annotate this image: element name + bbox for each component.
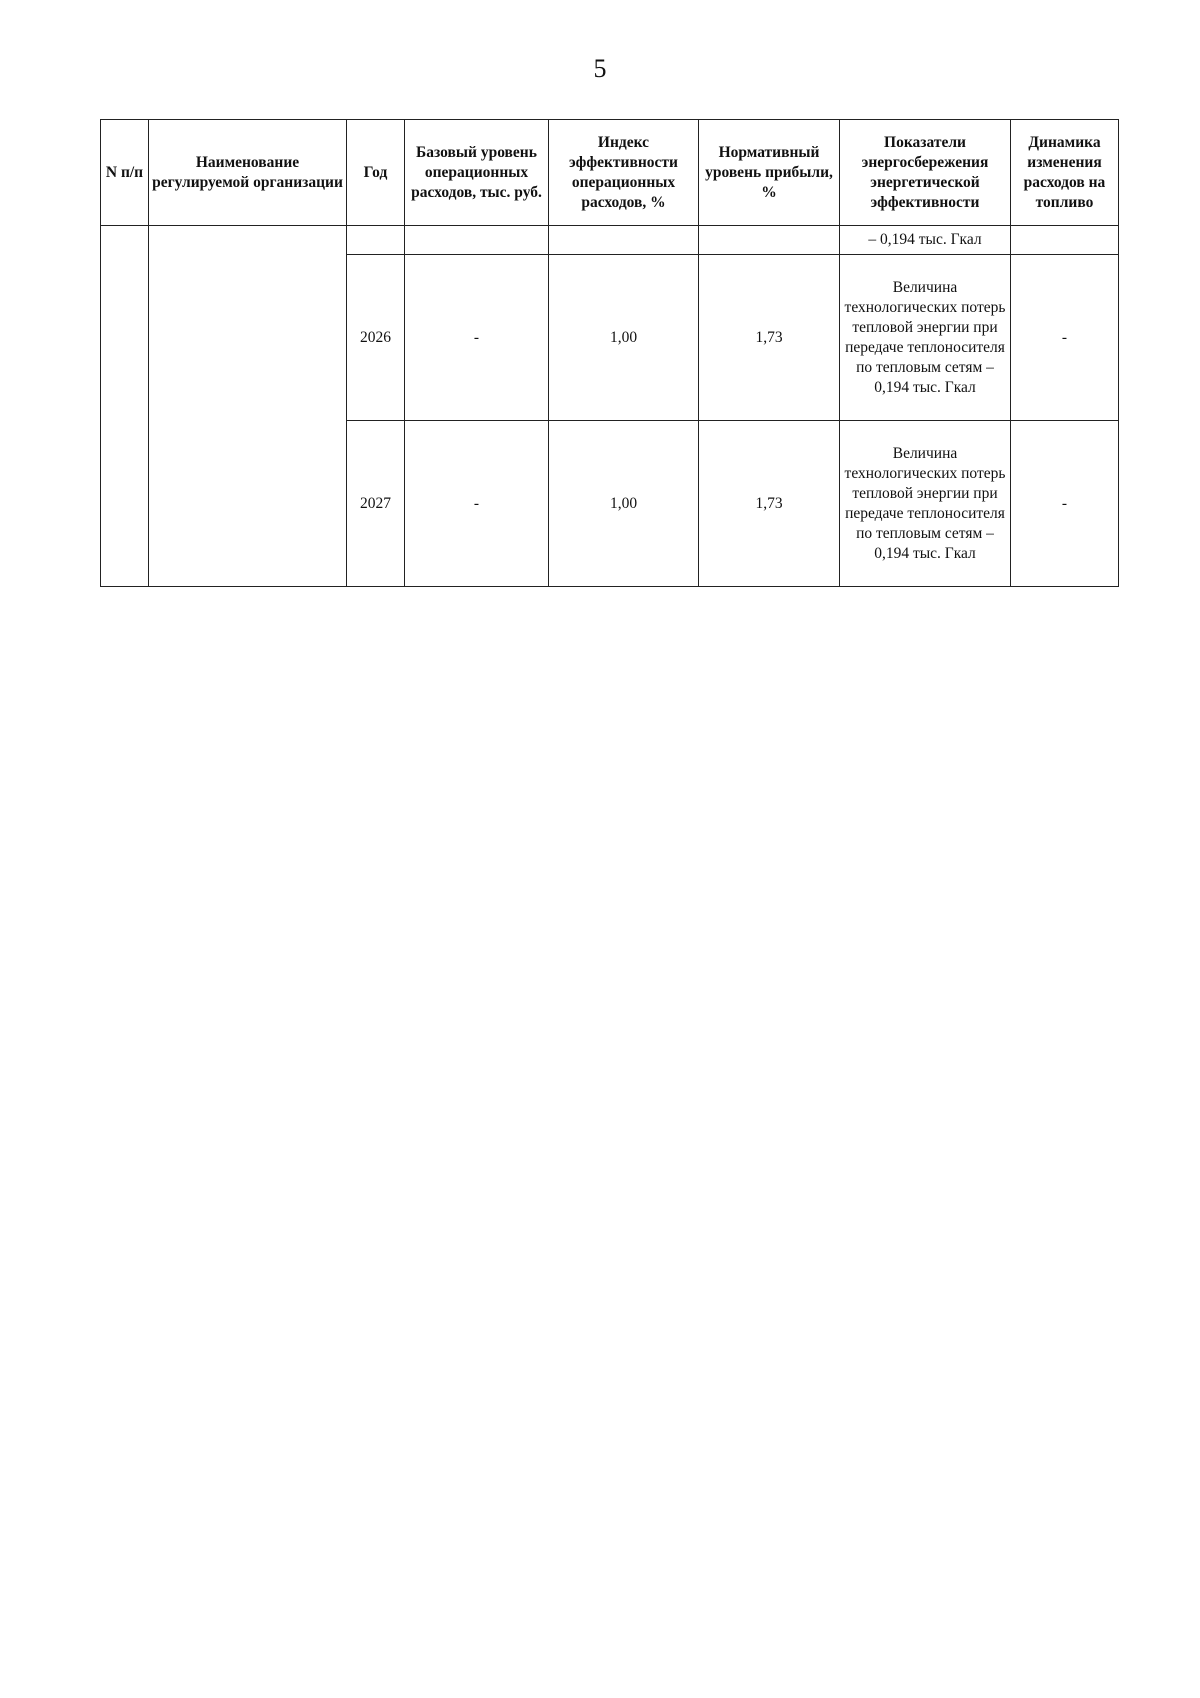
page-number: 5 xyxy=(593,54,607,83)
cell-profit-level: 1,73 xyxy=(699,255,840,421)
header-base-level: Базовый уровень операционных расходов, тыс. руб. xyxy=(405,120,549,226)
cell-fuel-dynamics: - xyxy=(1011,421,1119,587)
cell-year: 2027 xyxy=(347,421,405,587)
cell-efficiency-index: 1,00 xyxy=(549,421,699,587)
cell-energy-indicators: Величина технологических потерь тепловой энергии при передаче теплоносителя по тепловым сетям – 0,194 тыс. Гкал xyxy=(840,255,1011,421)
cell-num xyxy=(101,226,149,587)
header-num: N п/п xyxy=(101,120,149,226)
cell-organization-name xyxy=(149,226,347,587)
header-efficiency-index: Индекс эффективности операционных расходов, % xyxy=(549,120,699,226)
cell-profit-level: 1,73 xyxy=(699,421,840,587)
header-energy-indicators: Показатели энергосбережения энергетической эффективности xyxy=(840,120,1011,226)
header-organization-name: Наименование регулируемой организации xyxy=(149,120,347,226)
cell-year xyxy=(347,226,405,255)
header-fuel-dynamics: Динамика изменения расходов на топливо xyxy=(1011,120,1119,226)
cell-base-level: - xyxy=(405,255,549,421)
table-header-row xyxy=(101,120,1119,226)
cell-base-level: - xyxy=(405,421,549,587)
header-profit-level: Нормативный уровень прибыли, % xyxy=(699,120,840,226)
cell-year: 2026 xyxy=(347,255,405,421)
table-row-continuation xyxy=(101,226,1119,255)
cell-energy-indicators: Величина технологических потерь тепловой энергии при передаче теплоносителя по тепловым сетям – 0,194 тыс. Гкал xyxy=(840,421,1011,587)
cell-energy-indicators: – 0,194 тыс. Гкал xyxy=(840,226,1011,255)
cell-efficiency-index xyxy=(549,226,699,255)
header-year: Год xyxy=(347,120,405,226)
cell-fuel-dynamics xyxy=(1011,226,1119,255)
cell-efficiency-index: 1,00 xyxy=(549,255,699,421)
cell-profit-level xyxy=(699,226,840,255)
cell-base-level xyxy=(405,226,549,255)
cell-fuel-dynamics: - xyxy=(1011,255,1119,421)
tariff-table xyxy=(100,119,1119,587)
